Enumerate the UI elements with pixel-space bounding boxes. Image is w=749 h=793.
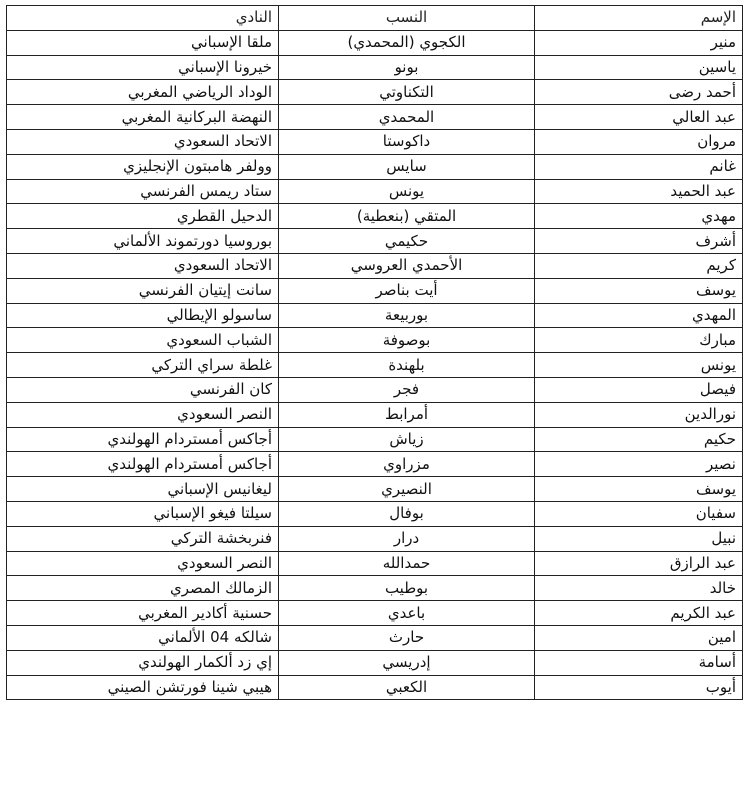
player-surname-cell: بلهندة [279, 353, 535, 378]
player-name-cell: عبد العالي [535, 105, 743, 130]
player-club-cell: سيلتا فيغو الإسباني [7, 501, 279, 526]
table-row [7, 328, 743, 353]
player-name-cell: كريم [535, 253, 743, 278]
player-club-cell: النصر السعودي [7, 402, 279, 427]
player-surname-cell: حكيمي [279, 229, 535, 254]
players-table [6, 5, 743, 700]
player-club-cell: شالكه 04 الألماني [7, 625, 279, 650]
player-club-cell: وولفر هامبتون الإنجليزي [7, 154, 279, 179]
player-surname-cell: سايس [279, 154, 535, 179]
table-row [7, 204, 743, 229]
player-surname-cell: الكعبي [279, 675, 535, 700]
header-club: النادي [7, 6, 279, 31]
player-name-cell: حكيم [535, 427, 743, 452]
player-name-cell: نبيل [535, 526, 743, 551]
player-name-cell: غانم [535, 154, 743, 179]
table-row [7, 427, 743, 452]
player-club-cell: الاتحاد السعودي [7, 129, 279, 154]
player-name-cell: فيصل [535, 377, 743, 402]
player-name-cell: المهدي [535, 303, 743, 328]
player-club-cell: أجاكس أمستردام الهولندي [7, 427, 279, 452]
player-surname-cell: الكجوي (المحمدي) [279, 30, 535, 55]
table-row [7, 377, 743, 402]
player-club-cell: فنربخشة التركي [7, 526, 279, 551]
player-name-cell: أشرف [535, 229, 743, 254]
table-row [7, 452, 743, 477]
table-row [7, 402, 743, 427]
player-club-cell: كان الفرنسي [7, 377, 279, 402]
player-surname-cell: فجر [279, 377, 535, 402]
player-name-cell: عبد الحميد [535, 179, 743, 204]
player-club-cell: ستاد ريمس الفرنسي [7, 179, 279, 204]
player-club-cell: ليغانيس الإسباني [7, 477, 279, 502]
player-club-cell: غلطة سراي التركي [7, 353, 279, 378]
table-row [7, 526, 743, 551]
player-surname-cell: المحمدي [279, 105, 535, 130]
player-club-cell: إي زد ألكمار الهولندي [7, 650, 279, 675]
player-name-cell: مروان [535, 129, 743, 154]
player-name-cell: منير [535, 30, 743, 55]
player-surname-cell: بوصوفة [279, 328, 535, 353]
player-club-cell: الوداد الرياضي المغربي [7, 80, 279, 105]
player-surname-cell: حارث [279, 625, 535, 650]
player-club-cell: النهضة البركانية المغربي [7, 105, 279, 130]
player-name-cell: أسامة [535, 650, 743, 675]
player-surname-cell: النصيري [279, 477, 535, 502]
player-name-cell: يوسف [535, 477, 743, 502]
table-row [7, 105, 743, 130]
player-surname-cell: إدريسي [279, 650, 535, 675]
player-club-cell: سانت إيتيان الفرنسي [7, 278, 279, 303]
player-surname-cell: داكوستا [279, 129, 535, 154]
player-surname-cell: أمرابط [279, 402, 535, 427]
player-surname-cell: مزراوي [279, 452, 535, 477]
player-name-cell: ياسين [535, 55, 743, 80]
table-row [7, 675, 743, 700]
player-name-cell: خالد [535, 576, 743, 601]
player-surname-cell: المتقي (بنعطية) [279, 204, 535, 229]
player-name-cell: مبارك [535, 328, 743, 353]
table-row [7, 650, 743, 675]
player-name-cell: مهدي [535, 204, 743, 229]
header-surname: النسب [279, 6, 535, 31]
table-row [7, 477, 743, 502]
player-surname-cell: حمدالله [279, 551, 535, 576]
player-club-cell: النصر السعودي [7, 551, 279, 576]
header-row [7, 6, 743, 31]
table-row [7, 303, 743, 328]
player-name-cell: أحمد رضى [535, 80, 743, 105]
player-club-cell: الاتحاد السعودي [7, 253, 279, 278]
player-surname-cell: التكناوتي [279, 80, 535, 105]
table-row [7, 278, 743, 303]
player-name-cell: عبد الرازق [535, 551, 743, 576]
player-name-cell: امين [535, 625, 743, 650]
table-row [7, 551, 743, 576]
player-club-cell: الشباب السعودي [7, 328, 279, 353]
player-surname-cell: بوطيب [279, 576, 535, 601]
player-name-cell: عبد الكريم [535, 601, 743, 626]
table-row [7, 501, 743, 526]
player-club-cell: بوروسيا دورتموند الألماني [7, 229, 279, 254]
player-club-cell: حسنية أكادير المغربي [7, 601, 279, 626]
header-name: الإسم [535, 6, 743, 31]
player-name-cell: نصير [535, 452, 743, 477]
player-surname-cell: درار [279, 526, 535, 551]
player-club-cell: خيرونا الإسباني [7, 55, 279, 80]
player-surname-cell: بونو [279, 55, 535, 80]
player-club-cell: هيبي شينا فورتشن الصيني [7, 675, 279, 700]
player-name-cell: أيوب [535, 675, 743, 700]
table-row [7, 625, 743, 650]
player-surname-cell: بوفال [279, 501, 535, 526]
player-name-cell: نورالدين [535, 402, 743, 427]
player-name-cell: سفيان [535, 501, 743, 526]
table-row [7, 353, 743, 378]
player-name-cell: يوسف [535, 278, 743, 303]
table-row [7, 253, 743, 278]
player-surname-cell: يونس [279, 179, 535, 204]
table-row [7, 80, 743, 105]
table-row [7, 576, 743, 601]
player-name-cell: يونس [535, 353, 743, 378]
table-row [7, 30, 743, 55]
player-surname-cell: أيت بناصر [279, 278, 535, 303]
player-club-cell: الدحيل القطري [7, 204, 279, 229]
player-surname-cell: باعدي [279, 601, 535, 626]
table-row [7, 154, 743, 179]
table-row [7, 55, 743, 80]
players-sheet [6, 5, 742, 700]
player-surname-cell: الأحمدي العروسي [279, 253, 535, 278]
player-club-cell: ملقا الإسباني [7, 30, 279, 55]
table-row [7, 179, 743, 204]
table-row [7, 129, 743, 154]
table-row [7, 601, 743, 626]
player-club-cell: ساسولو الإيطالي [7, 303, 279, 328]
table-row [7, 229, 743, 254]
player-surname-cell: زياش [279, 427, 535, 452]
player-surname-cell: بوربيعة [279, 303, 535, 328]
player-club-cell: أجاكس أمستردام الهولندي [7, 452, 279, 477]
player-club-cell: الزمالك المصري [7, 576, 279, 601]
